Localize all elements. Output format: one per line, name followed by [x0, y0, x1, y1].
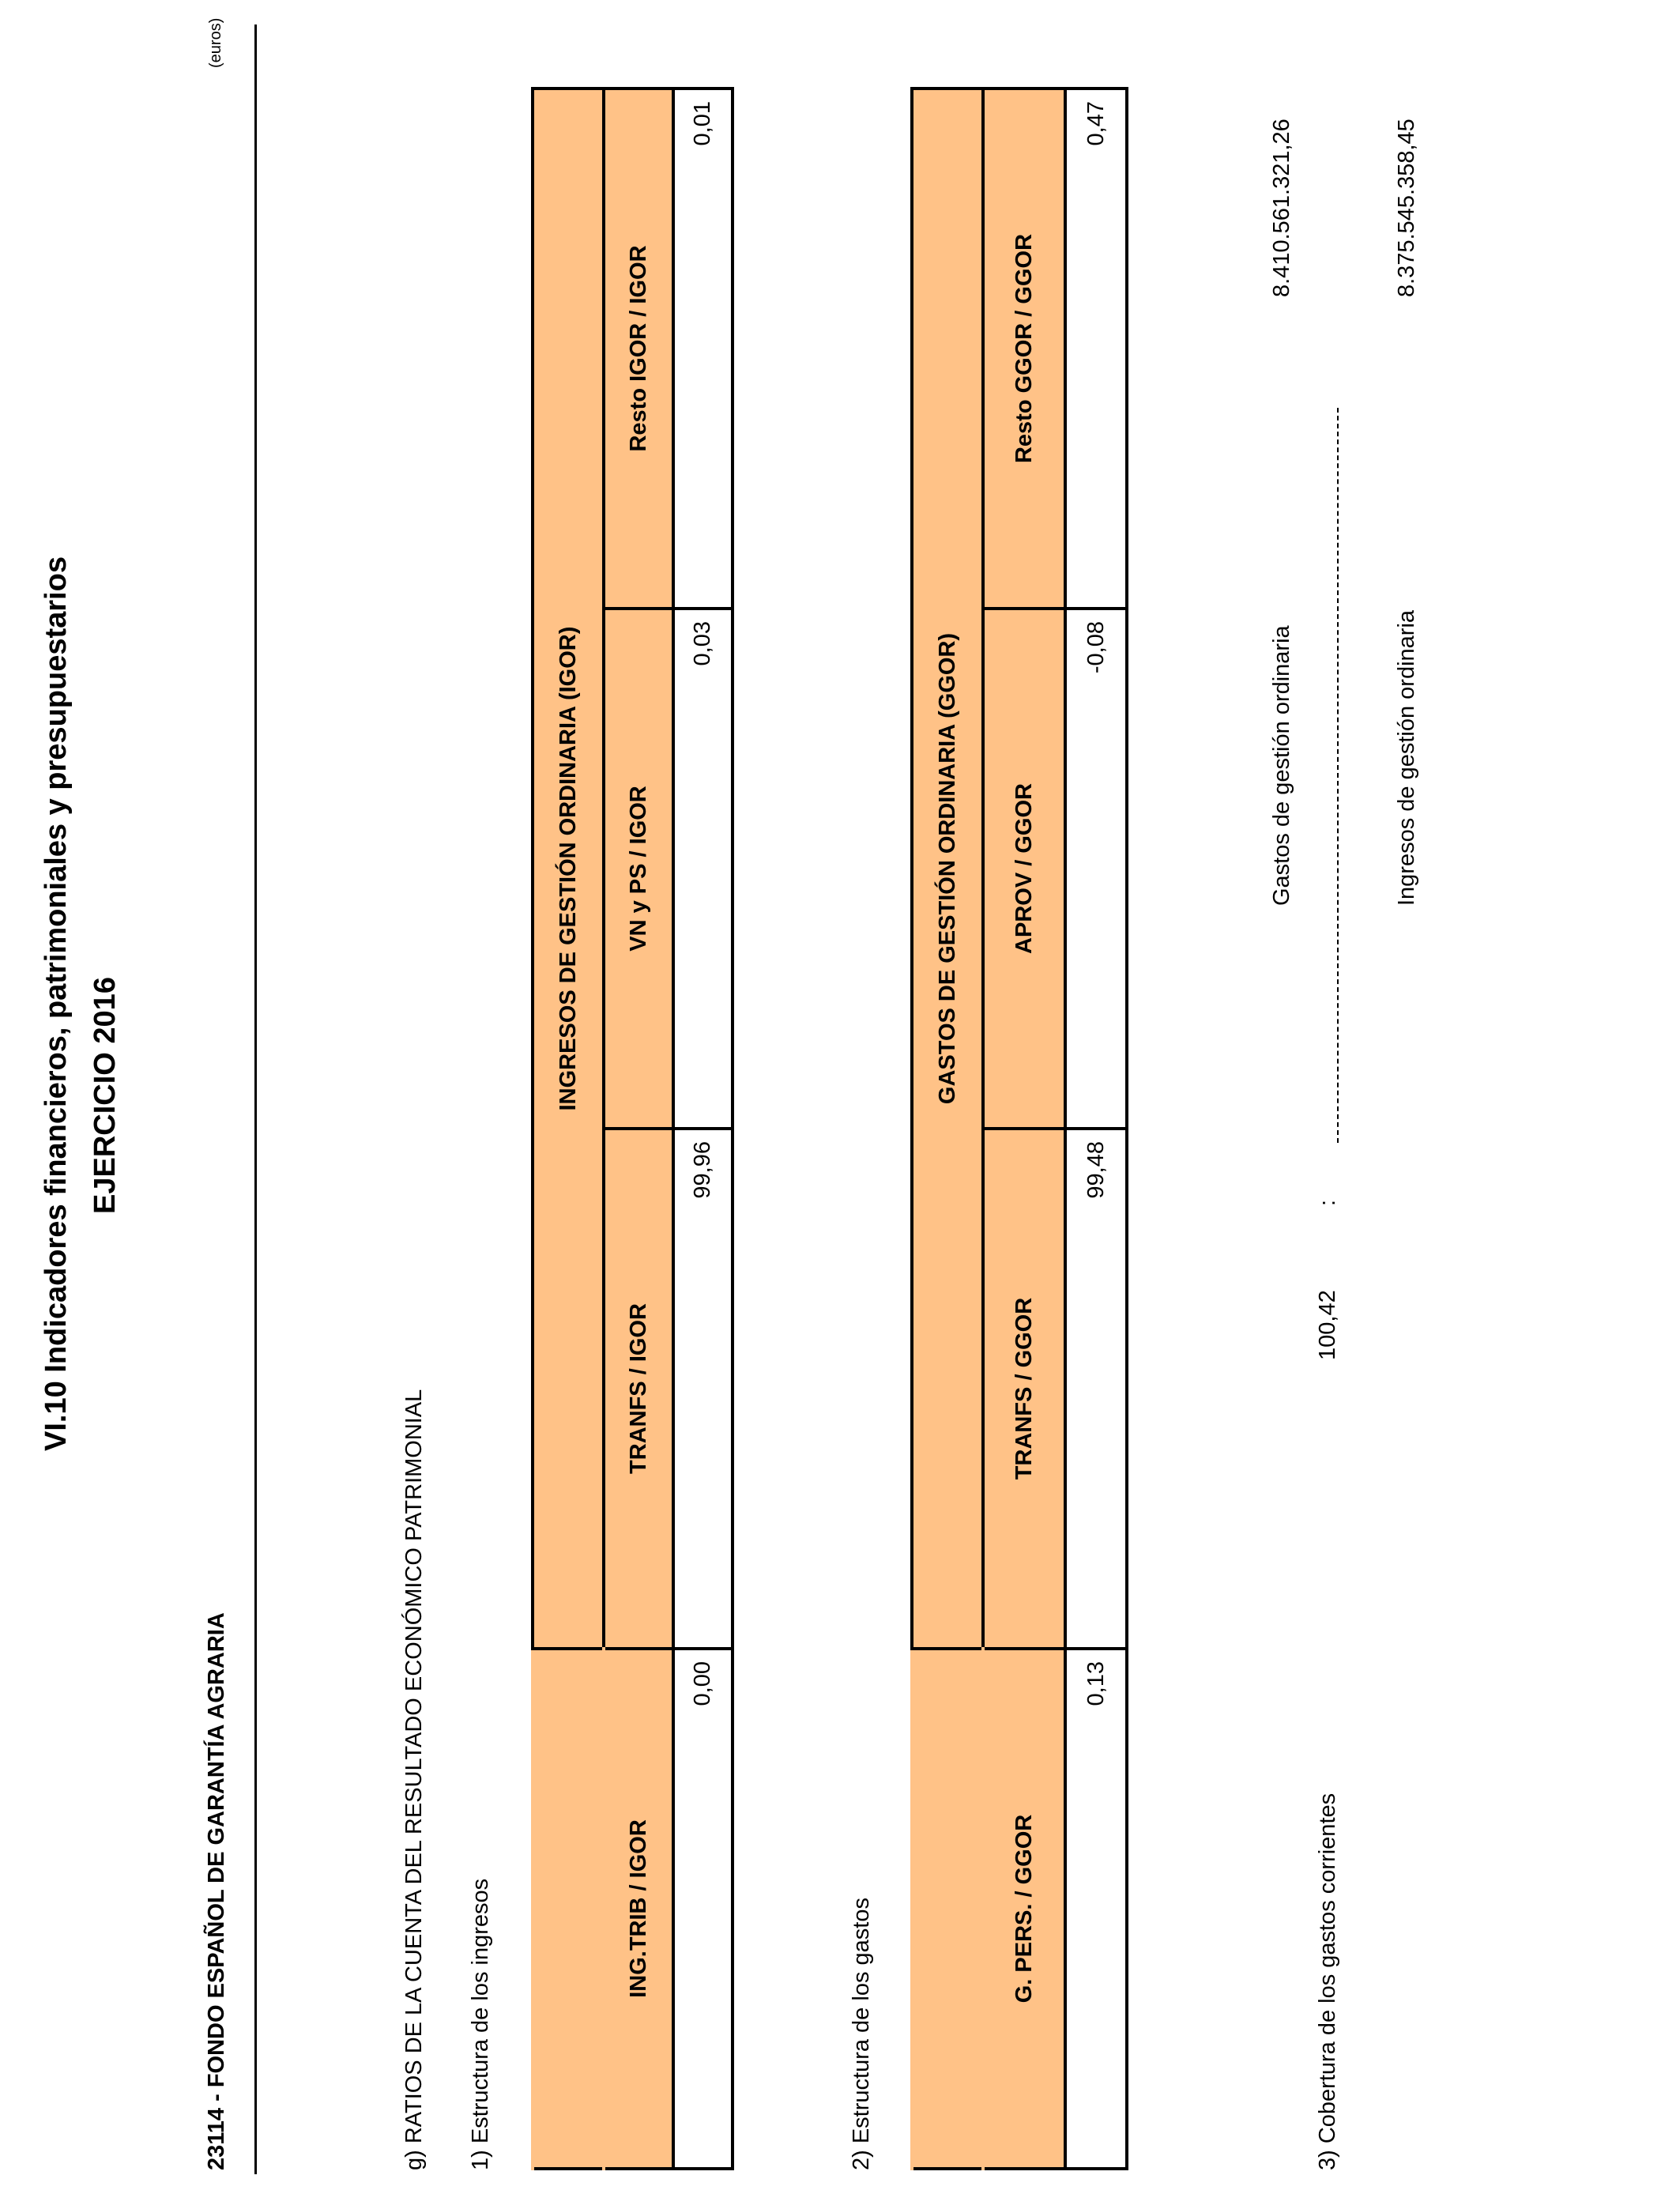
- gastos-value: 0,47: [1065, 89, 1127, 609]
- ingresos-value: 0,03: [673, 609, 733, 1129]
- ingresos-col-header: VN y PS / IGOR: [604, 609, 673, 1129]
- cobertura-separator: :: [1315, 1199, 1340, 1206]
- ingresos-value: 99,96: [673, 1129, 733, 1649]
- denominator-label: Ingresos de gestión ordinaria: [1394, 609, 1419, 906]
- ingresos-table: [531, 87, 734, 2170]
- fraction-divider: [1337, 408, 1339, 1143]
- numerator-label: Gastos de gestión ordinaria: [1269, 625, 1294, 906]
- ingresos-col-header: Resto IGOR / IGOR: [604, 89, 673, 609]
- numerator-value: 8.410.561.321,26: [1269, 119, 1294, 297]
- ingresos-value: 0,01: [673, 89, 733, 609]
- header-divider: [254, 25, 257, 2174]
- ingresos-col-header: ING.TRIB / IGOR: [604, 1649, 673, 2169]
- cobertura-label: 3) Cobertura de los gastos corrientes: [1315, 1793, 1340, 2170]
- entity-name: 23114 - FONDO ESPAÑOL DE GARANTÍA AGRARIA: [204, 1612, 229, 2170]
- gastos-table: [910, 87, 1128, 2170]
- gastos-group-header: GASTOS DE GESTIÓN ORDINARIA (GGOR): [912, 89, 983, 1649]
- gastos-col-header: APROV / GGOR: [983, 609, 1065, 1129]
- gastos-value: 0,13: [1065, 1649, 1127, 2169]
- section-title: g) RATIOS DE LA CUENTA DEL RESULTADO ECONÓMICO PATRIMONIAL: [401, 1389, 427, 2170]
- gastos-value: 99,48: [1065, 1129, 1127, 1649]
- gastos-col-header: TRANFS / GGOR: [983, 1129, 1065, 1649]
- ingresos-group-header: INGRESOS DE GESTIÓN ORDINARIA (IGOR): [533, 89, 604, 1649]
- ingresos-corner: [533, 1649, 604, 2169]
- gastos-value: -0,08: [1065, 609, 1127, 1129]
- gastos-col-header: G. PERS. / GGOR: [983, 1649, 1065, 2169]
- ingresos-label: 1) Estructura de los ingresos: [468, 1878, 493, 2170]
- gastos-col-header: Resto GGOR / GGOR: [983, 89, 1065, 609]
- gastos-label: 2) Estructura de los gastos: [849, 1898, 874, 2170]
- report-year: EJERCICIO 2016: [89, 977, 122, 1214]
- ingresos-value: 0,00: [673, 1649, 733, 2169]
- currency-unit: (euros): [207, 17, 224, 68]
- cobertura-value: 100,42: [1315, 1290, 1340, 1360]
- ingresos-col-header: TRANFS / IGOR: [604, 1129, 673, 1649]
- denominator-value: 8.375.545.358,45: [1394, 119, 1419, 297]
- gastos-corner: [912, 1649, 983, 2169]
- report-title: VI.10 Indicadores financieros, patrimoniales y presupuestarios: [40, 556, 73, 1451]
